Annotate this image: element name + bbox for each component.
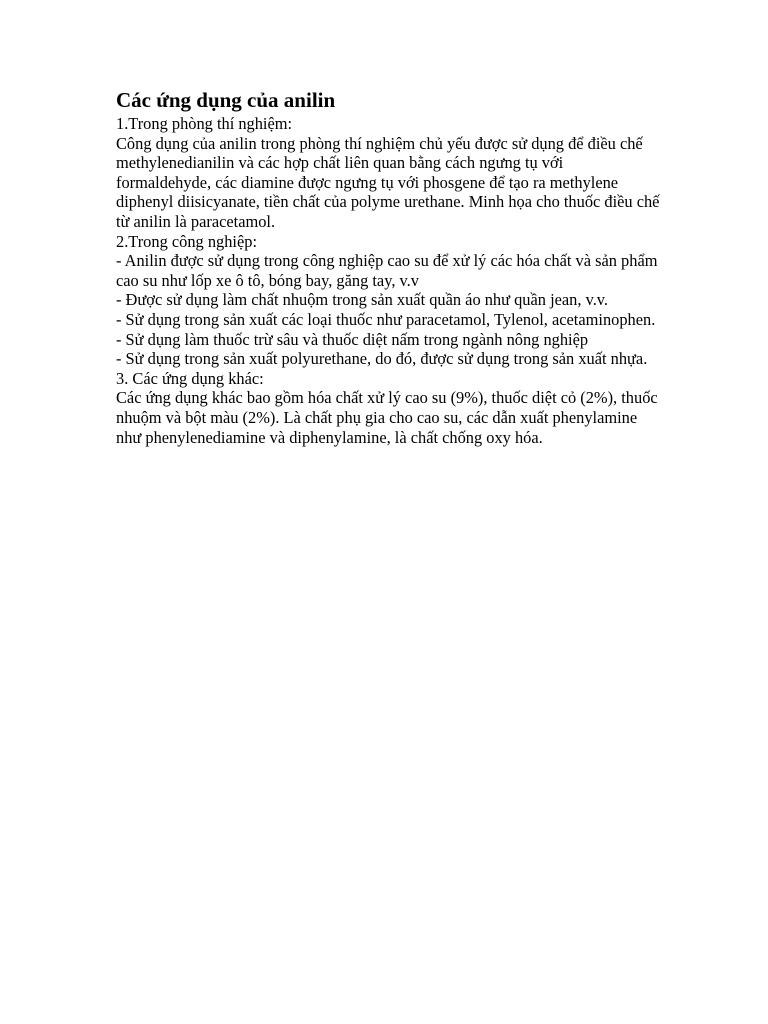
list-item-drugs: - Sử dụng trong sản xuất các loại thuốc như paracetamol, Tylenol, acetaminophen.: [116, 309, 656, 329]
document-title: Các ứng dụng của anilin: [116, 88, 336, 112]
list-item-pesticide: - Sử dụng làm thuốc trừ sâu và thuốc diệt nấm trong ngành nông nghiệp: [116, 329, 589, 349]
list-item-rubber: - Anilin được sử dụng trong công nghiệp cao su để xử lý các hóa chất và sản phẩm cao su như lốp xe ô tô, bóng bay, găng tay, v.v: [116, 251, 658, 290]
document-page: [116, 86, 661, 447]
section-heading-industry: 2.Trong công nghiệp:: [116, 231, 257, 251]
paragraph-other-uses: Các ứng dụng khác bao gồm hóa chất xử lý cao su (9%), thuốc diệt cỏ (2%), thuốc nhuộm và bột màu (2%). Là chất phụ gia cho cao su, các dẫn xuất phenylamine như phenylenediamine và diphenylamine, là chất chống oxy hóa.: [116, 388, 658, 447]
section-heading-lab: 1.Trong phòng thí nghiệm:: [116, 114, 293, 133]
list-item-dye: - Được sử dụng làm chất nhuộm trong sản xuất quần áo như quần jean, v.v.: [116, 290, 609, 310]
paragraph-lab-uses: Công dụng của anilin trong phòng thí nghiệm chủ yếu được sử dụng để điều chế methylenedianilin và các hợp chất liên quan bằng cách ngưng tụ với formaldehyde, các diamine được ngưng tụ với phosgene để tạo ra methylene diphenyl diisicyanate, tiền chất của polyme urethane. Minh họa cho thuốc điều chế từ anilin là paracetamol.: [116, 133, 660, 231]
list-item-polyurethane: - Sử dụng trong sản xuất polyurethane, do đó, được sử dụng trong sản xuất nhựa.: [116, 349, 648, 369]
section-heading-other: 3. Các ứng dụng khác:: [116, 368, 264, 388]
